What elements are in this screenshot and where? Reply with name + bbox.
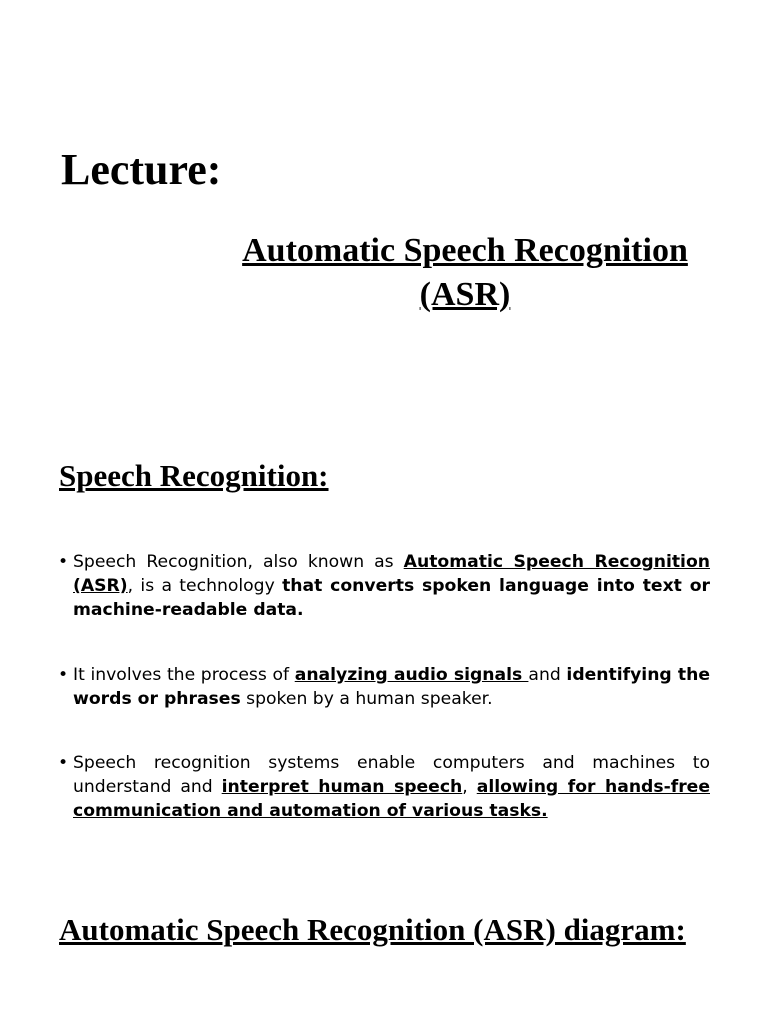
bullet-text: , <box>462 777 477 797</box>
lecture-label: Lecture: <box>61 145 222 194</box>
bullet-text: Speech recognition systems enable computers and machines to understand and <box>73 753 710 797</box>
bullet-item-systems <box>58 751 710 823</box>
main-title <box>200 229 730 317</box>
bullet-item-definition <box>58 550 710 622</box>
bullet-text: spoken by a human speaker. <box>240 689 493 709</box>
section-heading-speech-recognition: Speech Recognition: <box>59 458 329 493</box>
bullet-text-underlined: Automatic Speech Recognition (ASR) <box>73 552 710 596</box>
main-title-line2: (ASR) <box>419 276 511 313</box>
bullet-text: Speech Recognition, also known as <box>73 552 404 572</box>
bullet-text: and <box>528 665 567 685</box>
bullet-text-underlined: analyzing audio signals <box>294 665 529 685</box>
bullet-text-bold: identifying the words or phrases <box>73 665 711 709</box>
bullet-text-bold: that converts spoken language into text or machine-readable data. <box>73 576 710 620</box>
bullet-text: , is a technology <box>127 576 283 596</box>
bullet-item-process <box>58 663 710 711</box>
main-title-line1: Automatic Speech Recognition <box>242 232 688 269</box>
bullet-text-underlined: allowing for hands-free communication and automation of various tasks. <box>73 777 710 821</box>
section-heading-asr-diagram: Automatic Speech Recognition (ASR) diagram: <box>59 912 686 947</box>
bullet-text: It involves the process of <box>73 665 295 685</box>
bullet-text-underlined: interpret human speech <box>221 777 463 797</box>
